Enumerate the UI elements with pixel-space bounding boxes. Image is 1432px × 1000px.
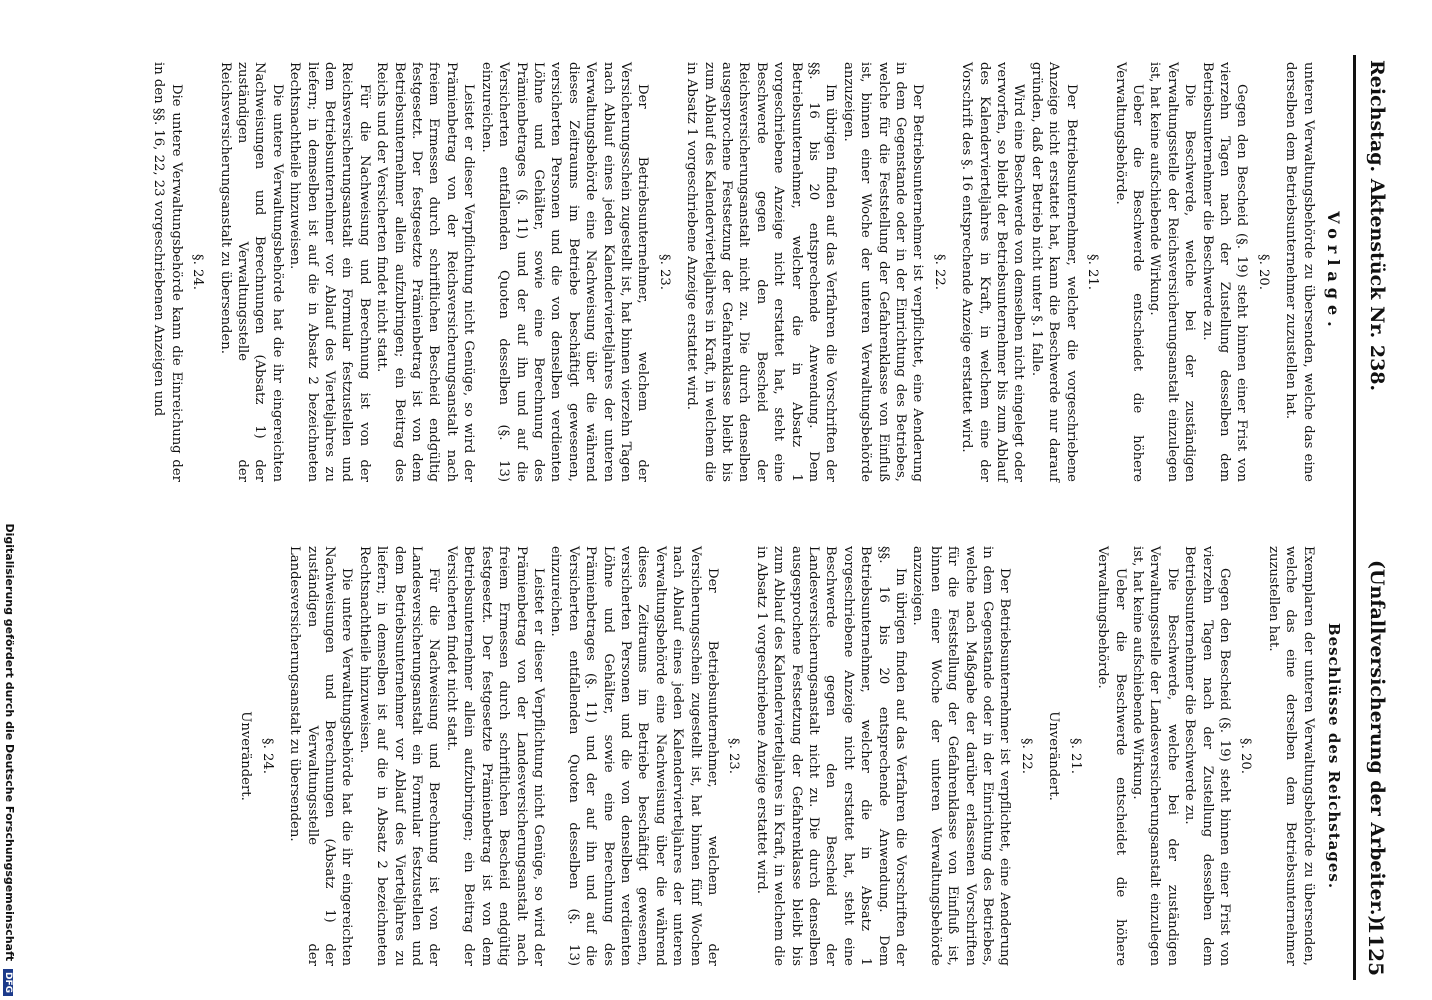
right-s22-p1: Der Betriebsunternehmer ist verpflichtet, eine Aenderung in dem Gegenstande oder in der Einrichtung des Betriebes, welche nach Maßgabe der darüber erlassenen Vorschriften für die Feststellung der Gefahrenklasse von Einfluß ist, binnen einer Woche der unteren Verwaltungsbehörde anzuzeigen. <box>910 546 1013 966</box>
left-s24-label: §. 24. <box>190 254 206 290</box>
right-s24-label: §. 24. <box>259 738 275 774</box>
right-s23-p4: Die untere Verwaltungsbehörde hat die ihr eingereichten Nachweisungen und Berechnungen (Absatz 1) der zuständigen Verwaltungsstelle der Landesversicherungsanstalt zu übersenden. <box>287 546 355 966</box>
right-s20-p3: Ueber die Beschwerde entscheidet die höhere Verwaltungsbehörde. <box>1095 546 1128 966</box>
left-s22-p1: Der Betriebsunternehmer ist verpflichtet, eine Aenderung in dem Gegenstande oder in der Einrichtung des Betriebes, welche für die Feststellung der Gefahrenklasse von Einfluß ist, binnen einer Woche der unteren Verwaltungsbehörde anzuzeigen. <box>840 62 926 482</box>
right-s20-p1: Gegen den Bescheid (§. 19) steht binnen einer Frist von vierzehn Tagen nach der Zustellung desselben dem Betriebsunternehmer die Beschwerde zu. <box>1182 546 1232 966</box>
page-number: 1125 <box>1364 920 1388 976</box>
right-s23-p2: Leistet er dieser Verpflichtung nicht Genüge, so wird der Prämienbetrag von der Landesversicherungsanstalt nach freiem Ermessen durch schriftlichen Bescheid endgültig festgesetzt. Der festgesetzte Prämienbetrag ist von dem Betriebsunternehmer allein aufzubringen; ein Beitrag der Versicherten findet nicht statt. <box>443 546 546 966</box>
right-s23-p3: Für die Nachweisung und Berechnung ist von der Landesversicherungsanstalt ein Formular festzustellen und dem Betriebsunternehmer vor Ablauf des Vierteljahres zu liefern; in demselben ist auf die in Absatz 2 bezeichneten Rechtsnachtheile hinzuweisen. <box>356 546 442 966</box>
left-s21-p2: Wird eine Beschwerde von demselben nicht eingelegt oder verworfen, so bleibt der Betriebsunternehmer bis zum Ablauf des Kalendervierteljahres in Kraft, in welchem eine der Vorschrift des §. 16 entsprechende Anzeige erstattet wird. <box>959 62 1027 482</box>
left-s23-label: §. 23. <box>656 254 672 290</box>
right-s24-unchanged: Unverändert. <box>238 711 254 801</box>
right-s22-label: §. 22. <box>1018 738 1034 774</box>
header-rule <box>1353 55 1356 980</box>
left-s21-label: §. 21. <box>1085 254 1101 290</box>
right-s21-unchanged: Unverändert. <box>1046 711 1062 801</box>
left-s20-p1: Gegen den Bescheid (§. 19) steht binnen einer Frist von vierzehn Tagen nach der Zustellung desselben dem Betriebsunternehmer die Beschwerde zu. <box>1199 62 1250 482</box>
left-s24-p1: Die untere Verwaltungsbehörde kann die Einreichung der in den §§. 16, 22, 23 vorgeschriebenen Anzeigen und <box>151 62 184 482</box>
left-s22-p2: Im übrigen finden auf das Verfahren die Vorschriften der §§. 16 bis 20 entsprechende Anwendung. Dem Betriebsunternehmer, welcher die in Absatz 1 vorgeschriebene Anzeige nicht erstattet hat, steht eine Beschwerde gegen den Bescheid der Reichsversicherungsanstalt nicht zu. Die durch denselben ausgesprochene Festsetzung der Gefahrenklasse bleibt bis zum Ablauf des Kalendervierteljahres in Kraft, in welchem die in Absatz 1 vorgeschriebene Anzeige erstattet wird. <box>684 62 839 482</box>
left-s23-p3: Für die Nachweisung und Berechnung ist von der Reichsversicherungsanstalt ein Formular festzustellen und dem Betriebsunternehmer vor Ablauf des Vierteljahres zu liefern; in demselben ist auf die in Absatz 2 bezeichneten Rechtsnachtheile hinzuweisen. <box>287 62 372 482</box>
right-s22-p2: Im übrigen finden auf das Verfahren die Vorschriften der §§. 16 bis 20 entsprechende Anwendung. Dem Betriebsunternehmer, welcher die in Absatz 1 vorgeschriebene Anzeige nicht erstattet hat, steht eine Beschwerde gegen den Bescheid der Landesversicherungsanstalt nicht zu. Die durch denselben ausgesprochene Festsetzung der Gefahrenklasse bleibt bis zum Ablauf des Kalendervierteljahres in Kraft, in welchem die in Absatz 1 vorgeschriebene Anzeige erstattet wird. <box>753 546 909 966</box>
left-s23-p2: Leistet er dieser Verpflichtung nicht Genüge, so wird der Prämienbetrag von der Reichsversicherungsanstalt nach freiem Ermessen durch schriftlichen Bescheid endgültig festgesetzt. Der festgesetzte Prämienbetrag ist von dem Betriebsunternehmer allein aufzubringen; ein Beitrag des Reichs und der Versicherten findet nicht statt. <box>374 62 477 482</box>
left-s22-label: §. 22. <box>931 254 947 290</box>
left-s20-label: §. 20. <box>1255 254 1271 290</box>
right-s20-p2: Die Beschwerde, welche bei der zuständigen Verwaltungsstelle der Landesversicherungsanstalt einzulegen ist, hat keine aufschiebende Wirkung. <box>1129 546 1180 966</box>
right-column-beschluesse <box>229 546 1348 966</box>
left-column-title: Vorlage. <box>1324 211 1343 333</box>
left-s20-p3: Ueber die Beschwerde entscheidet die höhere Verwaltungsbehörde. <box>1112 62 1145 482</box>
right-s20-label: §. 20. <box>1238 738 1254 774</box>
credit-text: Digitalisierung gefördert durch die Deutsche Forschungsgemeinschaft <box>3 523 16 962</box>
right-s21-label: §. 21. <box>1067 738 1083 774</box>
left-intro: unteren Verwaltungsbehörde zu übersenden, welche das eine derselben dem Betriebsunternehmer zuzustellen hat. <box>1283 62 1316 482</box>
digitization-credit <box>3 6 16 996</box>
header-right: (Unfallversicherung der Arbeiter.) <box>1366 560 1388 925</box>
right-s23-label: §. 23. <box>726 738 742 774</box>
left-s23-p1: Der Betriebsunternehmer, welchem der Versicherungsschein zugestellt ist, hat binnen vierzehn Tagen nach Ablauf eines jeden Kalendervierteljahres der unteren Verwaltungsbehörde eine Nachweisung über die während dieses Zeitraums im Betriebe beschäftigt gewesenen, versicherten Personen und die von denselben verdienten Löhne und Gehälter, sowie eine Berechnung des Prämienbetrages (§. 11) und der auf ihn und auf die Versicherten entfallenden Quoten desselben (§. 13) einzureichen. <box>478 62 651 482</box>
left-s21-p1: Der Betriebsunternehmer, welcher die vorgeschriebene Anzeige nicht erstattet hat, kann die Beschwerde nur darauf gründen, daß der Betrieb nicht unter §. 1 falle. <box>1028 62 1079 482</box>
header-left: Reichstag. Aktenstück Nr. 238. <box>1366 60 1388 392</box>
dfg-logo: DFG <box>3 969 13 996</box>
right-s23-p1: Der Betriebsunternehmer, welchem der Versicherungsschein zugestellt ist, hat binnen fünf Wochen nach Ablauf eines jeden Kalendervierteljahres der unteren Verwaltungsbehörde eine Nachweisung über die während dieses Zeitraums im Betriebe beschäftigt gewesenen, versicherten Personen und die von denselben verdienten Löhne und Gehälter, sowie eine Berechnung des Prämienbetrages (§. 11) und der auf ihn und auf die Versicherten entfallenden Quoten desselben (§. 13) einzureichen. <box>548 546 720 966</box>
left-s23-p4: Die untere Verwaltungsbehörde hat die ihr eingereichten Nachweisungen und Berechnungen (Absatz 1) der zuständigen Verwaltungsstelle der Reichsversicherungsanstalt zu übersenden. <box>217 62 285 482</box>
left-s20-p2: Die Beschwerde, welche bei der zuständigen Verwaltungsstelle der Reichsversicherungsanstalt einzulegen ist, hat keine aufschiebende Wirkung. <box>1147 62 1198 482</box>
left-column-vorlage <box>150 62 1348 482</box>
right-intro: Exemplaren der unteren Verwaltungsbehörde zu übersenden, welche das eine derselben dem Betriebsunternehmer zuzustellen hat. <box>1265 546 1316 966</box>
right-column-title: Beschlüsse des Reichstages. <box>1325 622 1343 890</box>
